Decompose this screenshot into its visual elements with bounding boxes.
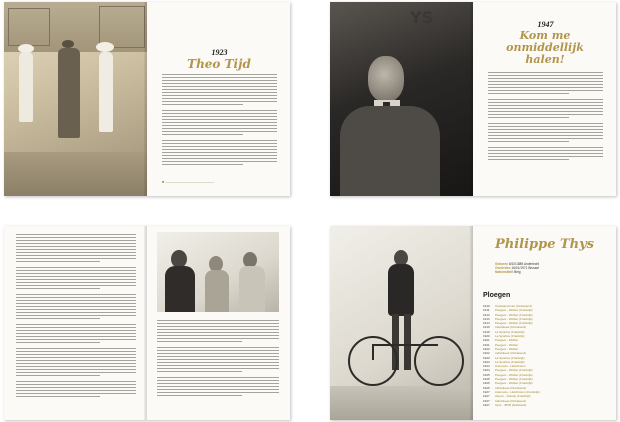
team-name: Peugeot - Wolber (Frankrijk) (495, 308, 533, 313)
team-year: 1923 (483, 355, 490, 360)
team-year: 1927 (483, 402, 490, 407)
team-name: Alcyon - Dunlop (Frankrijk) (495, 394, 531, 399)
left-page (330, 2, 473, 196)
team-year: 1921 (483, 342, 490, 347)
team-year: 1927 (483, 394, 490, 399)
team-year: 1926 (483, 381, 490, 386)
team-name: Individueel (Onbekend) (495, 351, 527, 356)
spread-1923 (4, 2, 290, 196)
team-year: 1910 (483, 304, 490, 308)
team-year: 1913 (483, 316, 490, 321)
team-name: La Sportive (Frankrijk) (495, 359, 525, 364)
team-year: 1920 (483, 334, 490, 339)
team-name: La Sportive (Frankrijk) (495, 329, 525, 334)
fact-row: Overleden 16/01/1971 Brussel (495, 266, 539, 271)
team-year: 1925 (483, 372, 490, 377)
right-page (473, 2, 616, 196)
chapter-title: Philippe Thys (494, 237, 595, 252)
team-name: Peugeot - Wolber (Frankrijk) (495, 368, 533, 373)
team-name: Peugeot - Wolber (Frankrijk) (495, 321, 533, 326)
team-name: La Sportive (Frankrijk) (495, 355, 525, 360)
team-name: Individueel (Onbekend) (495, 325, 527, 330)
team-name: Individueel (Onbekend) (495, 398, 527, 403)
fact-row: Geboren 8/10/1889 Anderlecht (495, 262, 540, 266)
rider-facts (495, 262, 605, 275)
photo-caption: ■ —————————————— (162, 180, 215, 184)
team-year: 1911 (483, 308, 490, 313)
chapter-title: Theo Tijd (187, 57, 251, 71)
chapter-year: 1947 (537, 20, 554, 29)
spread-text-pages (4, 226, 290, 420)
team-year: 1919 (483, 329, 490, 334)
body-text (16, 234, 136, 399)
team-name: Peugeot - Wolber (495, 346, 519, 351)
right-page (473, 226, 616, 420)
team-name: Peugeot - Wolber (Frankrijk) (495, 316, 533, 321)
team-name: Automoto - Hutchinson (495, 364, 526, 369)
team-name: Individueel (Onbekend) (495, 385, 527, 390)
team-year: 1923 (483, 359, 490, 364)
team-name: Peugeot - Wolber (Frankrijk) (495, 381, 533, 386)
team-name: Automoto - Hutchinson (Frankrijk) (495, 389, 540, 394)
teams-heading: Ploegen (483, 292, 511, 299)
team-year: 1912 (483, 312, 490, 317)
left-page (4, 226, 147, 420)
photo-street-scene (4, 2, 147, 196)
team-year: 1919 (483, 325, 490, 330)
chapter-year: 1923 (211, 48, 228, 57)
team-year: 1926 (483, 385, 490, 390)
spread-1947 (330, 2, 616, 196)
body-text (488, 72, 603, 162)
team-name: Peugeot - Wolber (495, 342, 519, 347)
right-page (147, 2, 290, 196)
team-year: 1927 (483, 389, 490, 394)
team-year: 1925 (483, 377, 490, 382)
team-year: 1927 (483, 398, 490, 403)
team-year: 1922 (483, 351, 490, 356)
team-year: 1922 (483, 346, 490, 351)
team-name: Peugeot - Wolber (Frankrijk) (495, 372, 533, 377)
team-name: La Sportive (Frankrijk) (495, 334, 525, 339)
teams-list (483, 304, 608, 407)
team-name: Peugeot - Wolber (Frankrijk) (495, 377, 533, 382)
team-year: 1914 (483, 321, 490, 326)
fact-row: Nationaliteit Belg (495, 270, 521, 275)
team-name: Peugeot - Wolber (495, 338, 519, 343)
chapter-title: Kom me onmiddellijk halen! (506, 29, 584, 67)
team-year: 1921 (483, 338, 490, 343)
photo-cyclist-with-bicycle (330, 226, 473, 420)
photo-portrait-man: YS (330, 2, 473, 196)
team-name: Oostkamprivier (Onbekend) (495, 304, 532, 308)
team-year: 1924 (483, 368, 490, 373)
right-page (147, 226, 290, 420)
left-page (4, 2, 147, 196)
team-name: Peugeot - Wolber (Frankrijk) (495, 312, 533, 317)
photo-group-indoors (157, 232, 279, 312)
spread-philippe-thys (330, 226, 616, 420)
body-text (162, 74, 277, 167)
team-name: Opel - JB Bl (Duitsland) (495, 402, 527, 407)
team-row (483, 403, 608, 407)
body-text (157, 320, 279, 398)
left-page (330, 226, 473, 420)
team-year: 1924 (483, 364, 490, 369)
